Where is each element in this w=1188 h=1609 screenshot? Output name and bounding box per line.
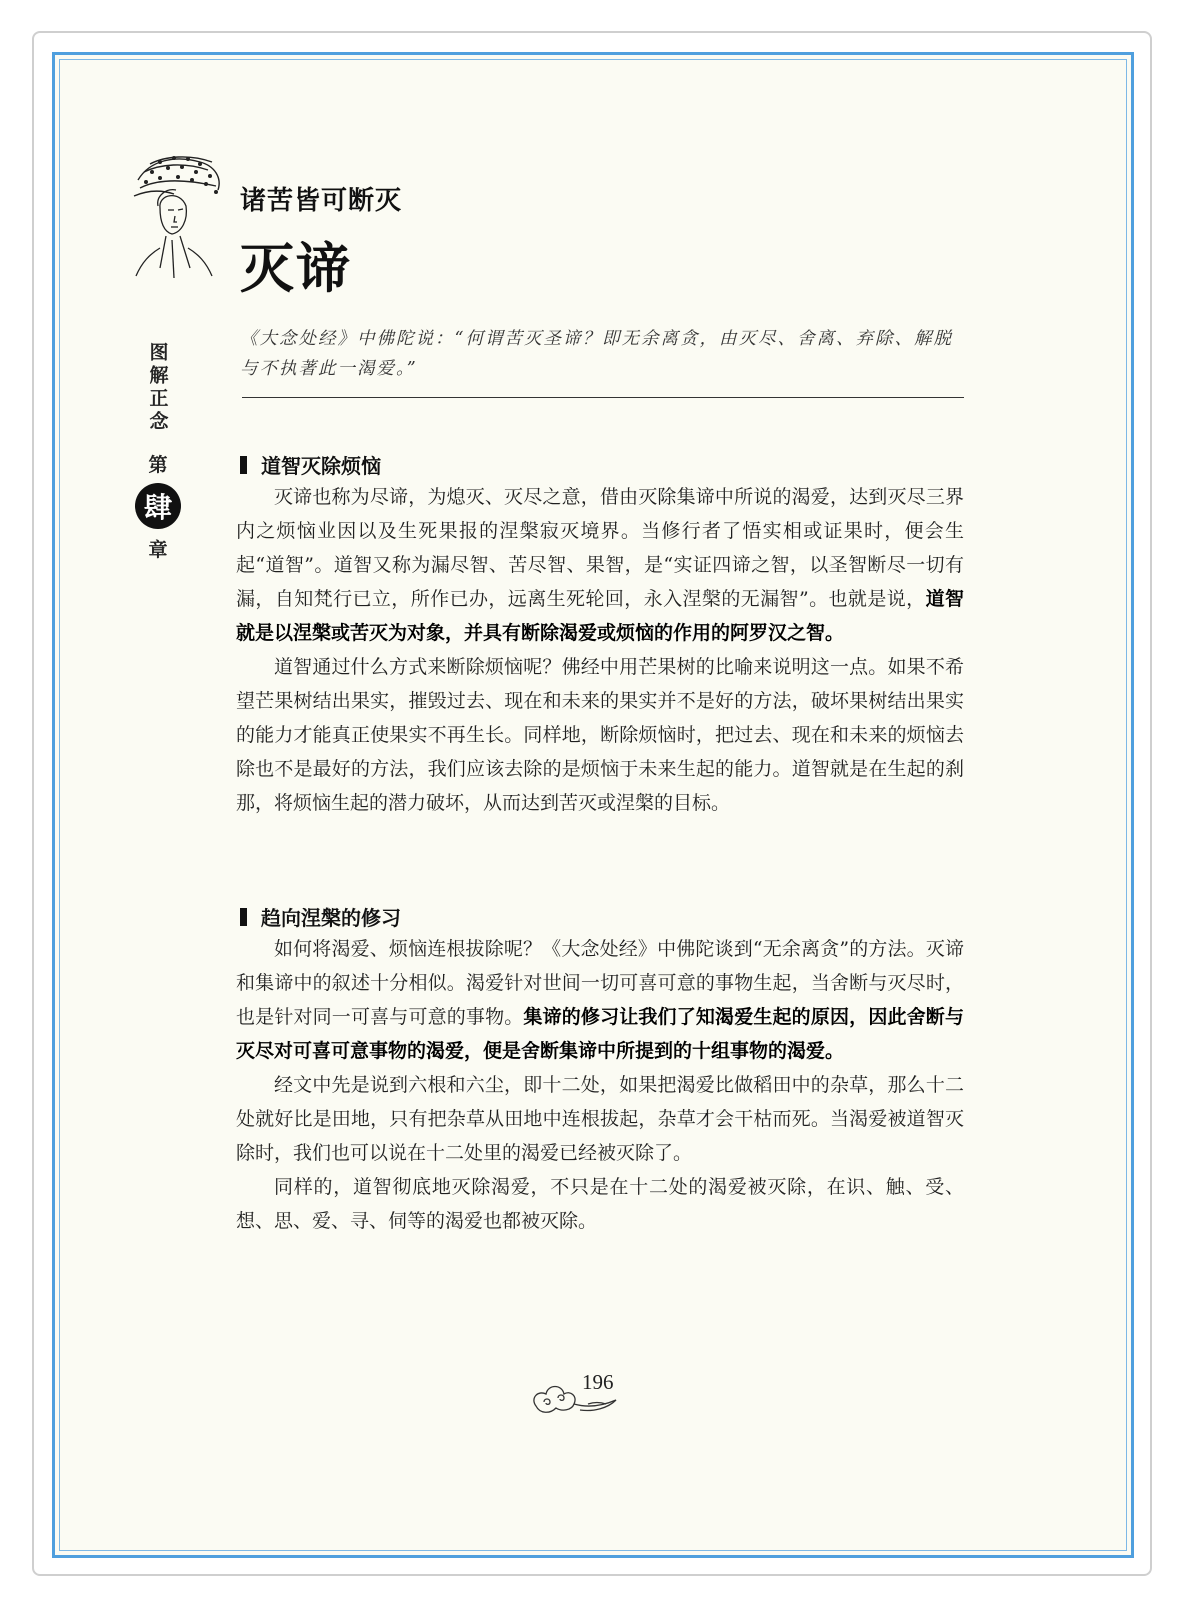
section-heading-1 <box>240 450 381 479</box>
paragraph <box>236 932 964 1068</box>
chapter-zhang-label: 章 <box>148 539 168 561</box>
paragraph <box>236 1068 964 1170</box>
book-series-label: 图解正念 <box>146 342 169 434</box>
paragraph <box>236 1170 964 1238</box>
heading-marker-icon <box>240 456 247 474</box>
chapter-title: 灭谛 <box>240 237 352 300</box>
chapter-number-badge: 肆 <box>135 483 181 529</box>
paragraph-bold-text: 道智就是以涅槃或苦灭为对象，并具有断除渴爱或烦恼的作用的阿罗汉之智。 <box>236 588 964 644</box>
paragraph-text: 同样的，道智彻底地灭除渴爱，不只是在十二处的渴爱被灭除，在识、触、受、想、思、爱、寻、伺等的渴爱也都被灭除。 <box>236 1176 964 1232</box>
paragraph-text: 灭谛也称为尽谛，为熄灭、灭尽之意，借由灭除集谛中所说的渴爱，达到灭尽三界内之烦恼业因以及生死果报的涅槃寂灭境界。当修行者了悟实相或证果时，便会生起“道智”。道智又称为漏尽智、苦尽智、果智，是“实证四谛之智，以圣智断尽一切有漏，自知梵行已立，所作已办，远离生死轮回，永入涅槃的无漏智”。也就是说， <box>236 486 964 610</box>
section-heading-text: 趋向涅槃的修习 <box>261 906 401 930</box>
paragraph-text: 道智通过什么方式来断除烦恼呢？佛经中用芒果树的比喻来说明这一点。如果不希望芒果树结出果实，摧毁过去、现在和未来的果实并不是好的方法，破坏果树结出果实的能力才能真正使果实不再生长。同样地，断除烦恼时，把过去、现在和未来的烦恼去除也不是最好的方法，我们应该去除的是烦恼于未来生起的能力。道智就是在生起的刹那，将烦恼生起的潜力破坏，从而达到苦灭或涅槃的目标。 <box>236 656 964 814</box>
paragraph-text: 如何将渴爱、烦恼连根拔除呢？《大念处经》中佛陀谈到“无余离贪”的方法。灭谛和集谛中的叙述十分相似。渴爱针对世间一切可喜可意的事物生起，当舍断与灭尽时，也是针对同一可喜与可意的事物。 <box>236 938 964 1028</box>
section-title: 诸苦皆可断灭 <box>240 186 403 216</box>
paragraph-bold-text: 集谛的修习让我们了知渴爱生起的原因，因此舍断与灭尽对可喜可意事物的渴爱，便是舍断集谛中所提到的十组事物的渴爱。 <box>236 1006 964 1062</box>
chapter-di-label: 第 <box>148 454 168 476</box>
section-body-2 <box>236 932 964 1238</box>
scholar-portrait-illustration <box>130 150 225 280</box>
section-body-1 <box>236 480 964 820</box>
paragraph-text: 经文中先是说到六根和六尘，即十二处，如果把渴爱比做稻田中的杂草，那么十二处就好比是田地，只有把杂草从田地中连根拔起，杂草才会干枯而死。当渴爱被道智灭除时，我们也可以说在十二处里的渴爱已经被灭除了。 <box>236 1074 964 1164</box>
paragraph <box>236 650 964 820</box>
paragraph <box>236 480 964 650</box>
quote-divider <box>242 397 964 398</box>
scripture-quote: 《大念处经》中佛陀说：“何谓苦灭圣谛？即无余离贪，由灭尽、舍离、弃除、解脱与不执著此一渴爱。” <box>240 329 953 379</box>
heading-marker-icon <box>240 908 247 926</box>
chapter-side-label <box>132 342 184 562</box>
section-heading-text: 道智灭除烦恼 <box>261 454 381 478</box>
section-heading-2 <box>240 902 401 931</box>
page-number: 196 <box>582 1370 614 1394</box>
